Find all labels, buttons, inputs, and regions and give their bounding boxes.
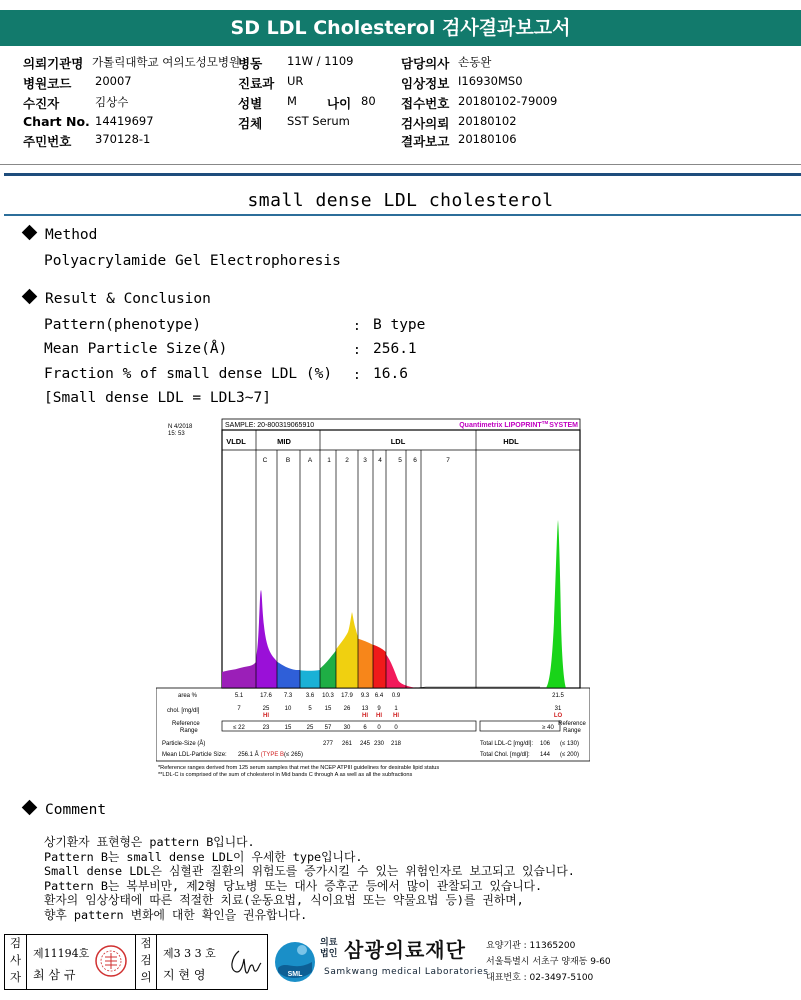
ward-label: 병동	[238, 56, 263, 71]
sml-logo-icon	[272, 938, 318, 984]
system-name	[459, 420, 578, 429]
divider	[4, 173, 801, 176]
reference-cell: 0	[394, 725, 398, 731]
comment-heading-text: Comment	[45, 802, 107, 818]
band-label: 2	[345, 457, 349, 464]
reference-cell: ≤ 22	[233, 725, 245, 731]
area-percent-cell: 17.6	[260, 693, 272, 699]
mean-size-value: 256.1 Å	[238, 752, 259, 758]
result-heading	[22, 291, 211, 307]
org-prefix-line: 법인	[320, 949, 338, 959]
band-label: 4	[378, 457, 382, 464]
result-heading-text: Result & Conclusion	[45, 291, 211, 307]
particle-size-cell: 245	[359, 741, 371, 747]
area-percent-cell: 6.4	[374, 693, 384, 699]
vertical-label-char: 점	[140, 936, 152, 950]
diamond-bullet-icon	[22, 800, 38, 816]
band-label: B	[285, 457, 291, 464]
mean-size-type: (TYPE B	[260, 752, 285, 758]
institution-value: 가톨릭대학교 여의도성모병원	[92, 55, 241, 69]
comment-line: 환자의 임상상태에 따른 적절한 치료(운동요법, 식이요법 또는 약물요법 등)를 권하며,	[44, 893, 524, 908]
band-label: 1	[327, 457, 331, 464]
colon: :	[353, 368, 361, 383]
cholesterol-cell: 1	[394, 706, 398, 712]
reference-cell: ≥ 40	[542, 725, 554, 731]
diamond-bullet-icon	[22, 225, 38, 241]
department-label: 진료과	[238, 76, 275, 91]
data-table-frame	[156, 688, 590, 761]
method-heading	[22, 227, 97, 243]
row-label-range: Range	[180, 728, 198, 734]
sample-id: SAMPLE: 20-800319065910	[225, 422, 315, 429]
request-value: 20180102	[458, 114, 517, 128]
group-label-vldl: VLDL	[226, 437, 246, 446]
area-percent-cell: 17.9	[341, 693, 353, 699]
examiner-label	[5, 935, 27, 989]
result-date-label: 결과보고	[401, 134, 450, 149]
pattern-label: Pattern(phenotype)	[44, 317, 202, 333]
report-title: SD LDL Cholesterol 검사결과보고서	[0, 10, 801, 46]
group-label-hdl: HDL	[503, 437, 519, 446]
size-value: 256.1	[373, 341, 417, 357]
patient-name-value: 김상수	[95, 95, 129, 109]
comment-line: 상기환자 표현형은 pattern B입니다.	[44, 835, 255, 849]
system-tm: TM	[541, 420, 549, 425]
vertical-label-char: 검	[9, 936, 22, 950]
examiner-name: 최 삼 규	[33, 968, 76, 982]
system-brand: Quantimetrix LIPOPRINT	[459, 422, 542, 429]
area-percent-cell: 7.3	[283, 693, 293, 699]
cholesterol-cell: 7	[237, 706, 241, 712]
org-phone: 대표번호 : 02-3497-5100	[486, 973, 594, 983]
sex-label: 성별	[238, 96, 263, 111]
signature-box	[4, 934, 268, 990]
total-ldl-label: Total LDL-C [mg/dl]:	[480, 741, 534, 747]
examiner-number: 제11194호	[33, 947, 90, 960]
reference-cell: 57	[324, 725, 332, 731]
comment-line: Pattern B는 복부비만, 제2형 당뇨병 또는 대사 증후군 등에서 많이 관찰되고 있습니다.	[44, 878, 543, 893]
vertical-label-char: 검	[140, 953, 152, 967]
receipt-label: 접수번호	[401, 96, 450, 111]
group-label-ldl: LDL	[390, 437, 406, 446]
chart-no-label: Chart No.	[23, 114, 90, 129]
corner-text: 15: 53	[168, 431, 185, 437]
band-label: A	[307, 457, 313, 464]
reference-cell: 23	[262, 725, 270, 731]
divider	[4, 214, 801, 216]
mean-size-line	[238, 751, 303, 758]
specimen-value: SST Serum	[287, 114, 350, 128]
age-value: 80	[361, 94, 376, 108]
ward-value: 11W / 1109	[287, 54, 354, 68]
sex-value: M	[287, 94, 297, 108]
method-heading-text: Method	[45, 227, 98, 243]
colon: :	[353, 343, 361, 358]
institution-label: 의뢰기관명	[23, 56, 84, 71]
lipoprint-chart	[156, 412, 590, 786]
particle-size-cell: 261	[341, 741, 353, 747]
cholesterol-cell: 15	[324, 706, 332, 712]
cholesterol-cell: 26	[343, 706, 351, 712]
particle-size-cell: 218	[390, 741, 402, 747]
comment-line: Small dense LDL은 심혈관 질환의 위험도를 증가시킬 수 있는 위험인자로 보고되고 있습니다.	[44, 864, 575, 879]
row-label-area: area %	[178, 693, 198, 699]
reference-cell: 15	[284, 725, 292, 731]
patient-name-label: 수진자	[23, 96, 60, 111]
size-label: Mean Particle Size(Å)	[44, 341, 228, 357]
method-text: Polyacrylamide Gel Electrophoresis	[44, 253, 341, 269]
area-percent-cell: 10.3	[322, 693, 334, 699]
row-label-range-right: Range	[563, 728, 581, 734]
plot-frame	[222, 430, 580, 688]
org-name: 삼광의료재단	[344, 938, 466, 962]
area-percent-cell: 5.1	[234, 693, 244, 699]
report-footer	[4, 934, 801, 992]
corner-text: N 4/2018	[168, 424, 193, 430]
cholesterol-cell: 13	[361, 706, 369, 712]
area-percent-cell: 21.5	[552, 693, 564, 699]
row-label-mean-size: Mean LDL-Particle Size:	[162, 752, 227, 758]
particle-size-cell: 230	[373, 741, 385, 747]
comment-line: 향후 pattern 변화에 대한 확인을 권유합니다.	[44, 907, 308, 922]
cholesterol-cell: 10	[284, 706, 292, 712]
comment-body	[44, 835, 784, 923]
flag-cell: LO	[553, 713, 563, 719]
band-label: 5	[398, 457, 402, 464]
pattern-value: B type	[373, 317, 426, 333]
result-date-value: 20180106	[458, 132, 517, 146]
seal-stamp-icon	[93, 943, 129, 979]
total-ldl-ref: (≤ 130)	[560, 741, 579, 747]
fraction-area-a	[298, 670, 320, 688]
flag-cell: HI	[263, 713, 269, 719]
group-label-mid: MID	[277, 437, 291, 446]
org-address: 서울특별시 서초구 양재동 9-60	[486, 957, 611, 967]
org-code: 요양기관 : 11365200	[486, 941, 576, 951]
fraction-label: Fraction % of small dense LDL (%)	[44, 366, 333, 382]
row-label-reference: Reference	[172, 721, 200, 727]
chart-no-value: 14419697	[95, 114, 154, 128]
clinical-info-value: I16930MS0	[458, 74, 523, 88]
total-chol-label: Total Chol. [mg/dl]:	[480, 752, 530, 758]
reference-cell: 25	[306, 725, 314, 731]
lipoprint-chart-svg	[156, 412, 590, 786]
org-contact-info	[486, 938, 611, 986]
area-percent-cell: 0.9	[391, 693, 401, 699]
row-label-chol: chol. [mg/dl]	[167, 708, 200, 714]
band-label: 3	[363, 457, 367, 464]
reference-cell: 0	[377, 725, 381, 731]
data-table-values	[233, 693, 564, 747]
signature-icon	[227, 945, 263, 979]
hospital-code-label: 병원코드	[23, 76, 72, 91]
divider	[0, 164, 801, 165]
comment-heading	[22, 802, 106, 818]
hospital-code-value: 20007	[95, 74, 132, 88]
vertical-label-char: 자	[9, 970, 22, 984]
flag-cell: HI	[376, 713, 382, 719]
band-label: 6	[413, 457, 417, 464]
mean-size-ref: (≤ 265)	[284, 752, 303, 758]
mean-size-type-text: TYPE B	[262, 752, 285, 758]
flag-cell: HI	[362, 713, 368, 719]
diamond-bullet-icon	[22, 289, 38, 305]
area-percent-cell: 9.3	[360, 693, 370, 699]
clinical-info-label: 임상정보	[401, 76, 450, 91]
comment-line: Pattern B는 small dense LDL이 우세한 type입니다.	[44, 849, 363, 864]
total-chol-ref: (≤ 200)	[560, 752, 579, 758]
doctor-label: 담당의사	[401, 56, 450, 71]
row-label-particle-size: Particle-Size (Å)	[162, 741, 206, 747]
doctor-value: 손동완	[458, 55, 492, 69]
total-chol-value: 144	[539, 752, 550, 758]
system-suffix: SYSTEM	[549, 422, 578, 429]
org-prefix-line: 의료	[320, 938, 338, 948]
reference-cell: 6	[363, 725, 367, 731]
reference-cell: 30	[343, 725, 351, 731]
org-english-name: Samkwang medical Laboratories	[324, 967, 489, 977]
reviewer-name: 지 현 영	[163, 968, 206, 982]
band-label: 7	[446, 457, 450, 464]
resident-no-label: 주민번호	[23, 134, 72, 149]
fraction-value: 16.6	[373, 366, 408, 382]
colon: :	[353, 319, 361, 334]
band-label: C	[262, 457, 268, 464]
particle-size-cell: 277	[322, 741, 334, 747]
patient-info	[0, 50, 801, 162]
sd-ldl-note: [Small dense LDL = LDL3~7]	[44, 390, 271, 406]
org-prefix	[320, 938, 337, 960]
vertical-label-char: 사	[9, 953, 22, 967]
flag-cell: HI	[393, 713, 399, 719]
reviewer-label	[135, 935, 157, 989]
cholesterol-cell: 9	[377, 706, 381, 712]
age-label: 나이	[327, 96, 352, 111]
footnote: **LDL-C is comprised of the sum of cholesterol in Mid bands C through A as well as all the subfractions	[158, 772, 413, 778]
department-value: UR	[287, 74, 304, 88]
section-title: small dense LDL cholesterol	[247, 190, 554, 211]
resident-no-value: 370128-1	[95, 132, 151, 146]
reviewer-number: 제3 3 3 호	[163, 947, 216, 960]
total-ldl-value: 106	[539, 741, 550, 747]
cholesterol-cell: 31	[554, 706, 562, 712]
logo-text: SML	[287, 971, 303, 978]
fraction-area-ldl3	[356, 638, 375, 688]
area-percent-cell: 3.6	[305, 693, 315, 699]
receipt-value: 20180102-79009	[458, 94, 558, 108]
cholesterol-cell: 25	[262, 706, 270, 712]
request-label: 검사의뢰	[401, 116, 450, 131]
footnote: *Reference ranges derived from 125 serum samples that met the NCEP ATPIII guidelines for desirable lipid status	[158, 765, 440, 771]
specimen-label: 검체	[238, 116, 263, 131]
row-label-reference-right: Reference	[558, 721, 586, 727]
cholesterol-cell: 5	[308, 706, 312, 712]
vertical-label-char: 의	[140, 970, 152, 984]
